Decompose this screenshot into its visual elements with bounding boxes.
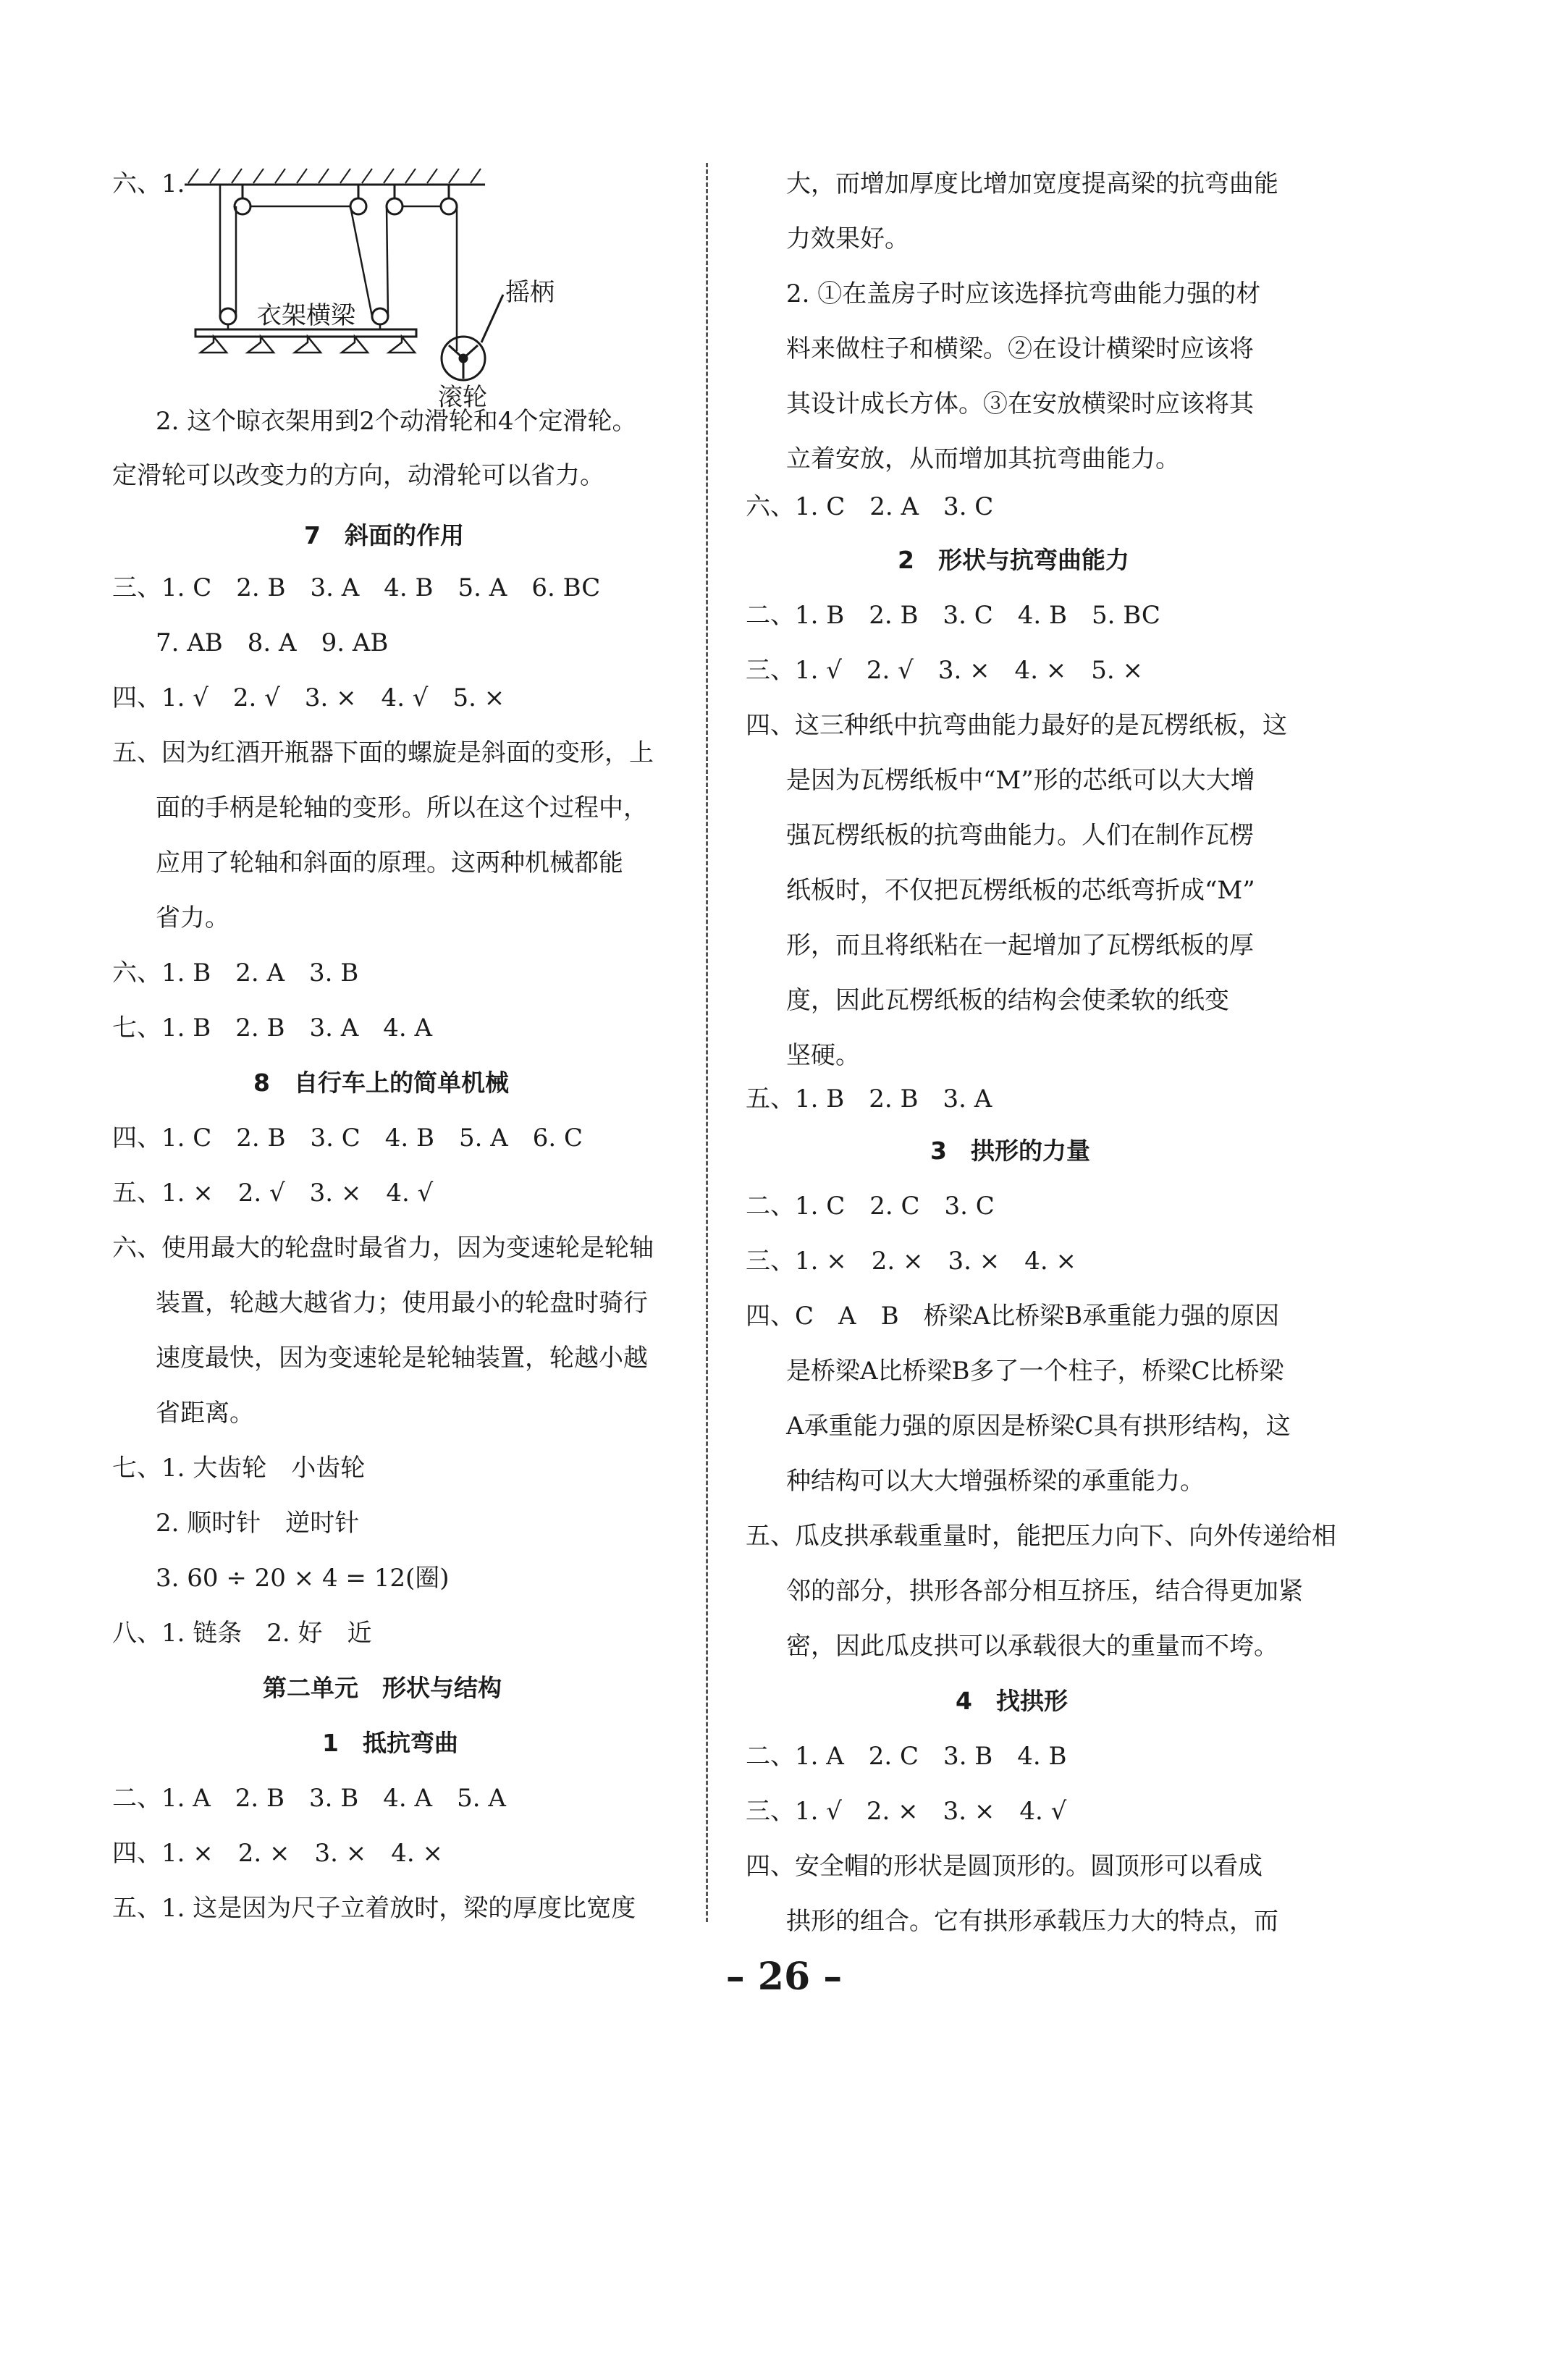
answer-line: 五、1. B 2. B 3. A [746, 1084, 992, 1113]
answer-line: 装置，轮越大越省力；使用最小的轮盘时骑行 [156, 1289, 648, 1318]
page-number: – 26 – [725, 1955, 843, 1999]
wheel-label: 滚轮 [438, 383, 487, 412]
ceiling-hatch [188, 169, 481, 183]
section-title: 8 自行车上的简单机械 [253, 1069, 509, 1097]
answer-line: 2. 这个晾衣架用到2个动滑轮和4个定滑轮。 [156, 407, 637, 436]
answer-line: 强瓦楞纸板的抗弯曲能力。人们在制作瓦楞 [786, 821, 1254, 850]
answer-line: 五、1. × 2. √ 3. × 4. √ [112, 1179, 434, 1208]
crank-wheel [442, 295, 503, 380]
answer-line: 省力。 [156, 903, 229, 932]
answer-line: 二、1. A 2. C 3. B 4. B [746, 1742, 1067, 1771]
answer-line: 六、1. C 2. A 3. C [746, 492, 994, 521]
section-title: 2 形状与抗弯曲能力 [898, 546, 1129, 574]
answer-line: 二、1. A 2. B 3. B 4. A 5. A [112, 1784, 506, 1813]
answer-line: 拱形的组合。它有拱形承载压力大的特点，而 [786, 1907, 1278, 1936]
answer-line: 形，而且将纸粘在一起增加了瓦楞纸板的厚 [786, 931, 1254, 960]
answer-line: 四、1. C 2. B 3. C 4. B 5. A 6. C [112, 1124, 583, 1153]
section-title: 1 抵抗弯曲 [322, 1729, 458, 1757]
answer-line: 2. 顺时针 逆时针 [156, 1509, 360, 1538]
answer-line: 三、1. √ 2. × 3. × 4. √ [746, 1797, 1067, 1826]
answer-line: 是桥梁A比桥梁B多了一个柱子，桥梁C比桥梁 [786, 1357, 1284, 1386]
section-title: 7 斜面的作用 [304, 521, 464, 549]
answer-line: 四、安全帽的形状是圆顶形的。圆顶形可以看成 [746, 1852, 1263, 1881]
answer-line: 五、1. 这是因为尺子立着放时，梁的厚度比宽度 [112, 1894, 636, 1923]
fixed-pulleys [235, 185, 457, 214]
answer-line: 7. AB 8. A 9. AB [156, 628, 389, 657]
answer-line: 度，因此瓦楞纸板的结构会使柔软的纸变 [786, 986, 1229, 1015]
section-title: 3 拱形的力量 [930, 1137, 1090, 1165]
answer-line: 五、因为红酒开瓶器下面的螺旋是斜面的变形，上 [112, 738, 654, 767]
answer-line: 七、1. 大齿轮 小齿轮 [112, 1454, 366, 1483]
answer-line: 六、1. B 2. A 3. B [112, 959, 359, 987]
answer-line: 立着安放，从而增加其抗弯曲能力。 [786, 445, 1180, 473]
answer-line: 定滑轮可以改变力的方向，动滑轮可以省力。 [112, 461, 604, 490]
answer-line: 2. ①在盖房子时应该选择抗弯曲能力强的材 [786, 279, 1261, 308]
beam-label: 衣架横梁 [257, 301, 355, 330]
answer-line: 3. 60 ÷ 20 × 4 = 12(圈) [156, 1564, 450, 1593]
answer-line: 面的手柄是轮轴的变形。所以在这个过程中， [156, 793, 648, 822]
answer-line: 三、1. √ 2. √ 3. × 4. × 5. × [746, 656, 1144, 685]
answer-line: 四、C A B 桥梁A比桥梁B承重能力强的原因 [746, 1302, 1280, 1331]
answer-line: 邻的部分，拱形各部分相互挤压，结合得更加紧 [786, 1577, 1303, 1606]
section-title: 4 找拱形 [956, 1687, 1068, 1715]
answer-line: 二、1. C 2. C 3. C [746, 1192, 995, 1221]
answer-line: 三、1. C 2. B 3. A 4. B 5. A 6. BC [112, 573, 601, 602]
answer-line: 七、1. B 2. B 3. A 4. A [112, 1014, 433, 1042]
answer-line: 四、1. × 2. × 3. × 4. × [112, 1839, 443, 1868]
answer-line: 速度最快，因为变速轮是轮轴装置，轮越小越 [156, 1344, 648, 1373]
answer-line: 二、1. B 2. B 3. C 4. B 5. BC [746, 601, 1160, 630]
answer-line: 是因为瓦楞纸板中“M”形的芯纸可以大大增 [786, 766, 1255, 795]
answer-line: 六、使用最大的轮盘时最省力，因为变速轮是轮轴 [112, 1234, 654, 1263]
answer-line: 力效果好。 [786, 224, 909, 253]
pulley-rack-diagram [109, 163, 557, 412]
unit-title: 第二单元 形状与结构 [263, 1674, 502, 1702]
answer-line: 四、1. √ 2. √ 3. × 4. √ 5. × [112, 683, 505, 712]
answer-line: 六、1. [112, 169, 185, 198]
answer-line: 八、1. 链条 2. 好 近 [112, 1619, 372, 1648]
column-divider [706, 163, 708, 1922]
answer-line: 其设计成长方体。③在安放横梁时应该将其 [786, 389, 1254, 418]
answer-line: 密，因此瓜皮拱可以承载很大的重量而不垮。 [786, 1632, 1278, 1661]
answer-line: 四、这三种纸中抗弯曲能力最好的是瓦楞纸板，这 [746, 711, 1287, 740]
answer-line: 种结构可以大大增强桥梁的承重能力。 [786, 1467, 1205, 1496]
answer-line: 料来做柱子和横梁。②在设计横梁时应该将 [786, 334, 1254, 363]
answer-line: 五、瓜皮拱承载重量时，能把压力向下、向外传递给相 [746, 1522, 1336, 1551]
answer-line: 省距离。 [156, 1399, 254, 1428]
answer-line: 应用了轮轴和斜面的原理。这两种机械都能 [156, 848, 623, 877]
hangers [201, 337, 415, 353]
answer-line: 大，而增加厚度比增加宽度提高梁的抗弯曲能 [786, 169, 1278, 198]
answer-line: 坚硬。 [786, 1041, 860, 1070]
answer-line: 纸板时，不仅把瓦楞纸板的芯纸弯折成“M” [786, 876, 1255, 905]
answer-line: 三、1. × 2. × 3. × 4. × [746, 1247, 1076, 1276]
rack-beam [195, 329, 416, 337]
answer-line: A承重能力强的原因是桥梁C具有拱形结构，这 [786, 1412, 1291, 1441]
handle-label: 摇柄 [505, 278, 555, 307]
